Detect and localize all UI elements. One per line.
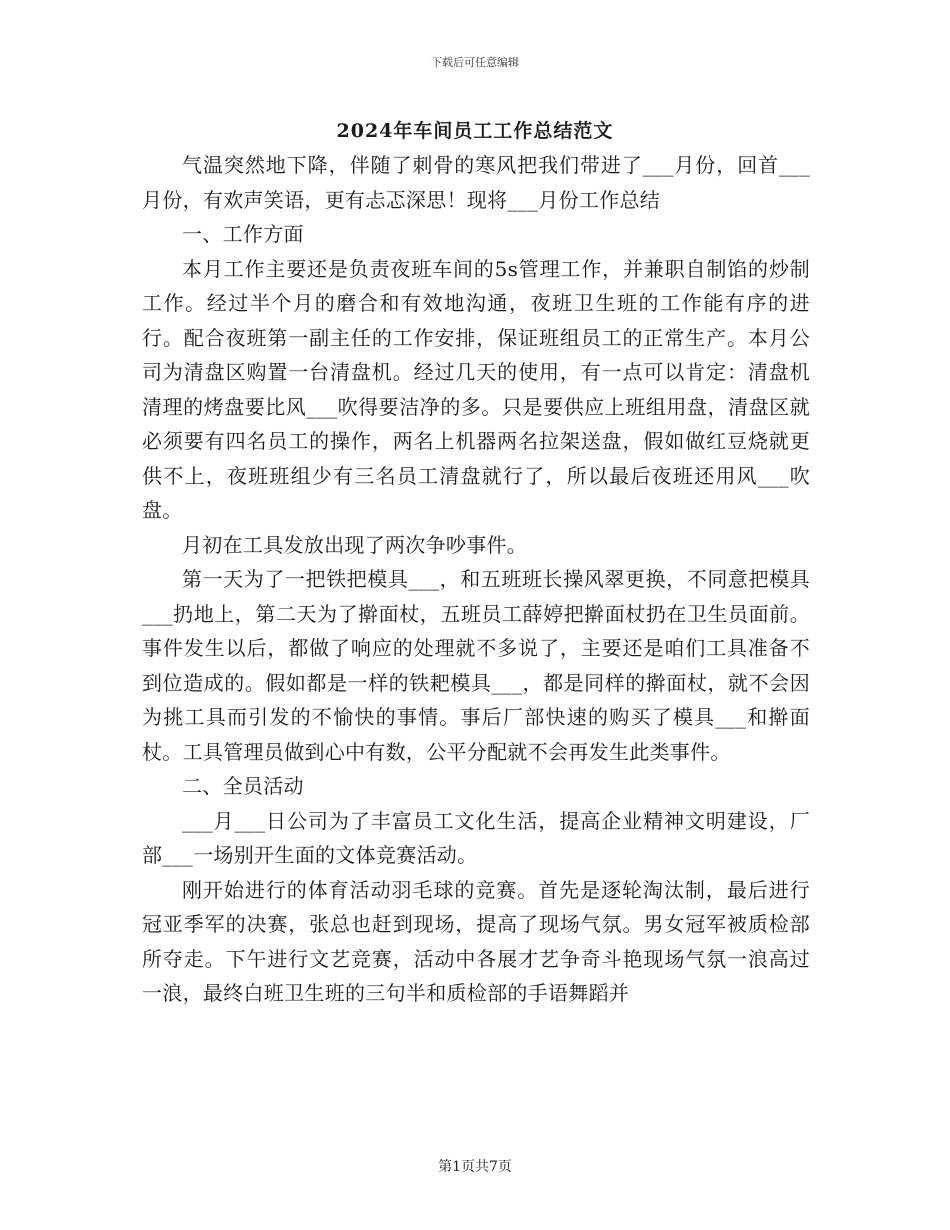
paragraph-tool-disputes: 月初在工具发放出现了两次争吵事件。 bbox=[182, 532, 528, 557]
section-heading-activities: 二、全员活动 bbox=[182, 774, 304, 798]
document-title: 2024年车间员工工作总结范文 bbox=[336, 120, 614, 142]
page-header-note: 下载后可任意编辑 bbox=[431, 56, 519, 69]
paragraph-work-details: 本月工作主要还是负责夜班车间的5s管理工作，并兼职自制馅的炒制工作。经过半个月的磨合和有效地沟通，夜班卫生班的工作能有序的进行。配合夜班第一副主任的工作安排，保证班组员工的正常生产。本月公司为清盘区购置一台清盘机。经过几天的使用，有一点可以肯定：清盘机清理的烤盘要比风___吹得要洁净的多。只是要供应上班组用盘，清盘区就必须要有四名员工的操作，两名上机器两名拉架送盘，假如做红豆烧就更供不上，夜班班组少有三名员工清盘就行了，所以最后夜班还用风___吹盘。 bbox=[142, 256, 810, 522]
page-number-footer: 第1页共7页 bbox=[438, 1159, 512, 1175]
paragraph-activity-details: 刚开始进行的体育活动羽毛球的竞赛。首先是逐轮淘汰制，最后进行冠亚季军的决赛，张总也赶到现场，提高了现场气氛。男女冠军被质检部所夺走。下午进行文艺竞赛，活动中各展才艺争奇斗艳现场气氛一浪高过一浪，最终白班卫生班的三句半和质检部的手语舞蹈并 bbox=[142, 877, 810, 1005]
paragraph-activity-intro: ___月___日公司为了丰富员工文化生活，提高企业精神文明建设，厂部___一场别开生面的文体竞赛活动。 bbox=[142, 808, 810, 867]
section-heading-work: 一、工作方面 bbox=[182, 222, 304, 246]
document-body bbox=[142, 148, 810, 1011]
paragraph-dispute-details: 第一天为了一把铁把模具___，和五班班长操风翠更换，不同意把模具___扔地上，第二天为了擀面杖，五班员工薛婷把擀面杖扔在卫生员面前。事件发生以后，都做了响应的处理就不多说了，主要还是咱们工具准备不到位造成的。假如都是一样的铁耙模具___，都是同样的擀面杖，就不会因为挑工具而引发的不愉快的事情。事后厂部快速的购买了模具___和擀面杖。工具管理员做到心中有数，公平分配就不会再发生此类事件。 bbox=[142, 567, 810, 764]
paragraph-intro: 气温突然地下降，伴随了刺骨的寒风把我们带进了___月份，回首___月份，有欢声笑语，更有忐忑深思！现将___月份工作总结 bbox=[142, 153, 810, 212]
